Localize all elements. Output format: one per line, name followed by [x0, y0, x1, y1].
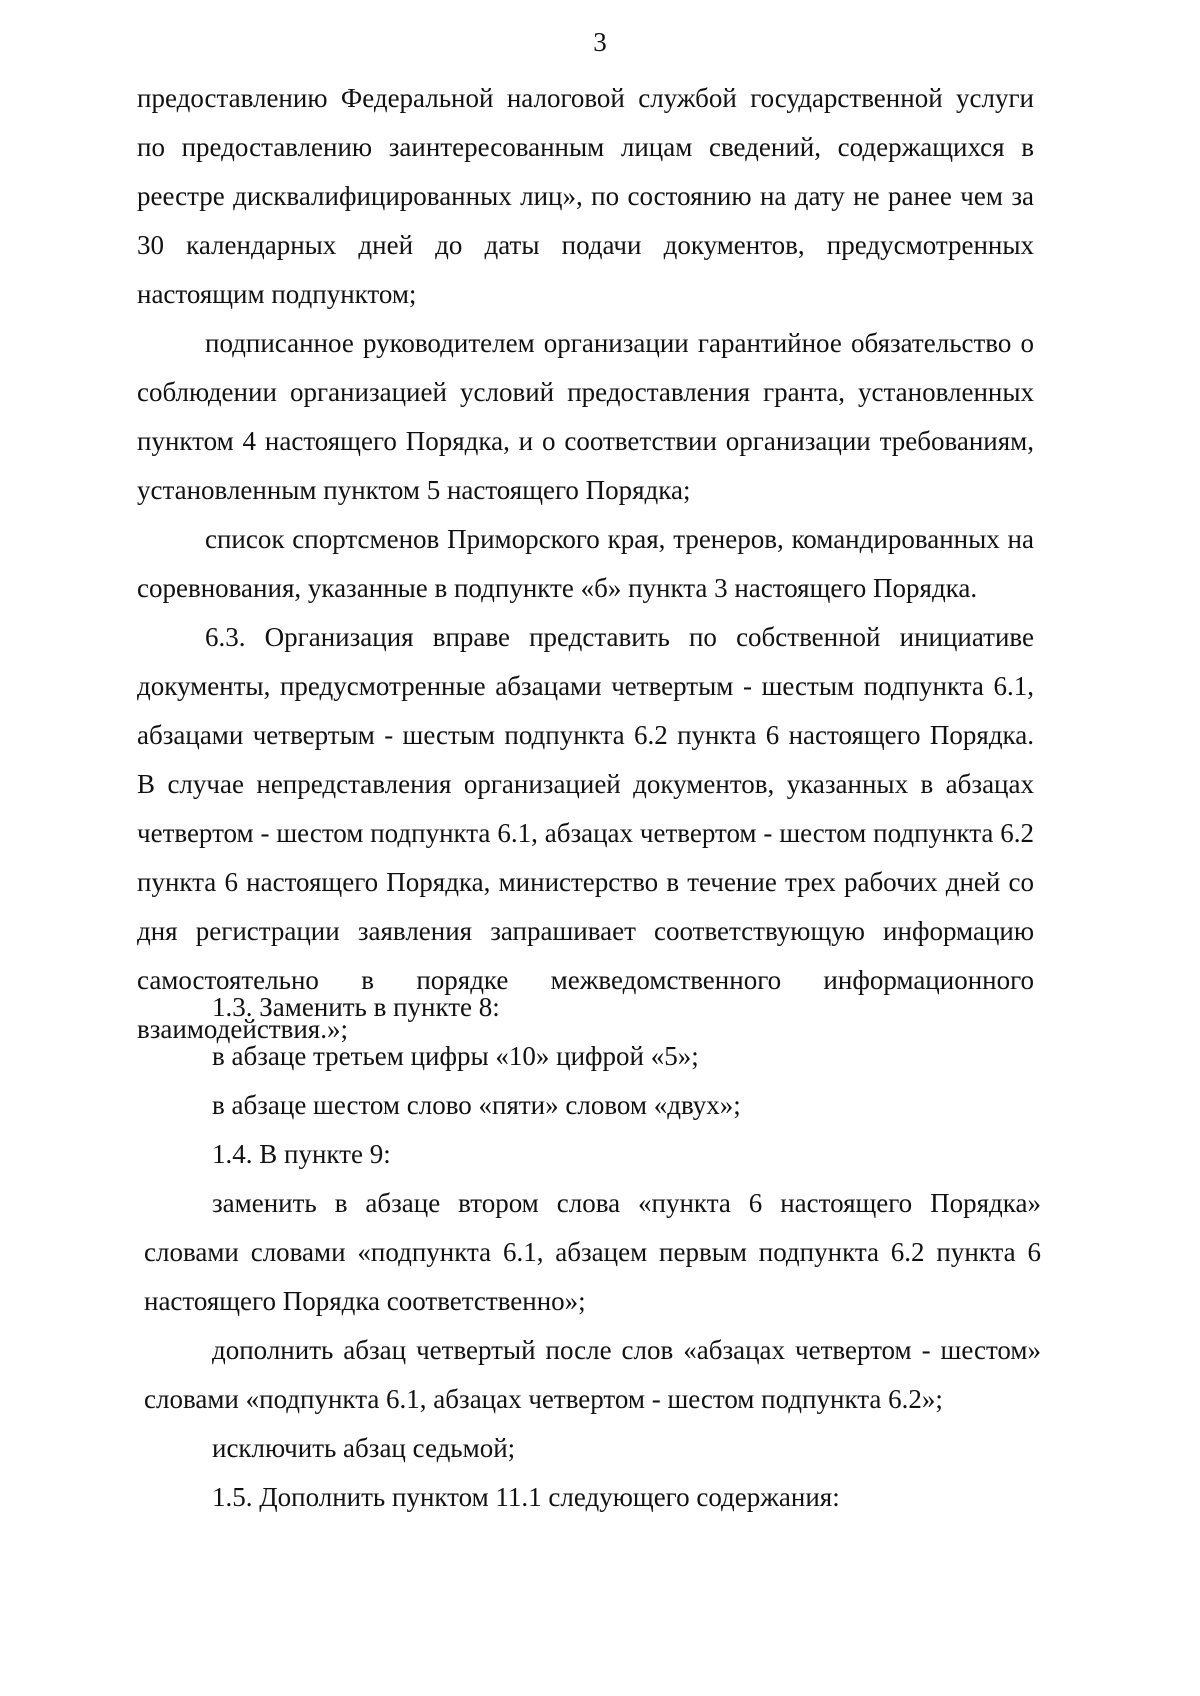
- paragraph-guarantee-obligation: подписанное руководителем организации гарантийное обязательство о соблюдении организацией условий предоставления гранта, установленных пунктом 4 настоящего Порядка, и о соответствии организации требованиям, установленным пунктом 5 настоящего Порядка;: [137, 328, 1034, 505]
- paragraph-1-4: 1.4. В пункте 9:: [212, 1139, 391, 1169]
- paragraph-1-5: 1.5. Дополнить пунктом 11.1 следующего содержания:: [212, 1482, 840, 1512]
- paragraph-1-4-c: исключить абзац седьмой;: [212, 1433, 516, 1463]
- paragraph-1-4-a: заменить в абзаце втором слова «пункта 6 настоящего Порядка» словами словами «подпункта 6.1, абзацем первым подпункта 6.2 пункта 6 настоящего Порядка соответственно»;: [144, 1188, 1041, 1316]
- page-number: 3: [593, 27, 607, 57]
- paragraph-1-4-b: дополнить абзац четвертый после слов «абзацах четвертом - шестом» словами «подпункта 6.1, абзацах четвертом - шестом подпункта 6.2»;: [144, 1335, 1041, 1414]
- paragraph-1-3-b: в абзаце шестом слово «пяти» словом «двух»;: [212, 1090, 741, 1120]
- paragraph-1-3-a: в абзаце третьем цифры «10» цифрой «5»;: [212, 1041, 699, 1071]
- paragraph-1-3: 1.3. Заменить в пункте 8:: [212, 992, 500, 1022]
- text-block-lower: [144, 983, 1041, 1522]
- paragraph-6-3: 6.3. Организация вправе представить по собственной инициативе документы, предусмотренные абзацами четвертым - шестым подпункта 6.1, абзацами четвертым - шестым подпункта 6.2 пункта 6 настоящего Порядка. В случае непредставления организацией документов, указанных в абзацах четвертом - шестом подпункта 6.1, абзацах четвертом - шестом подпункта 6.2 пункта 6 настоящего Порядка, министерство в течение трех рабочих дней со дня регистрации заявления запрашивает соответствующую информацию самостоятельно в порядке межведомственного информационного взаимодействия.»;: [137, 622, 1034, 1044]
- text-block-upper: [137, 74, 1034, 1054]
- paragraph-continuation: предоставлению Федеральной налоговой службой государственной услуги по предоставлению заинтересованным лицам сведений, содержащихся в реестре дисквалифицированных лиц», по состоянию на дату не ранее чем за 30 календарных дней до даты подачи документов, предусмотренных настоящим подпунктом;: [137, 83, 1034, 309]
- paragraph-athletes-list: список спортсменов Приморского края, тренеров, командированных на соревнования, указанные в подпункте «б» пункта 3 настоящего Порядка.: [137, 524, 1034, 603]
